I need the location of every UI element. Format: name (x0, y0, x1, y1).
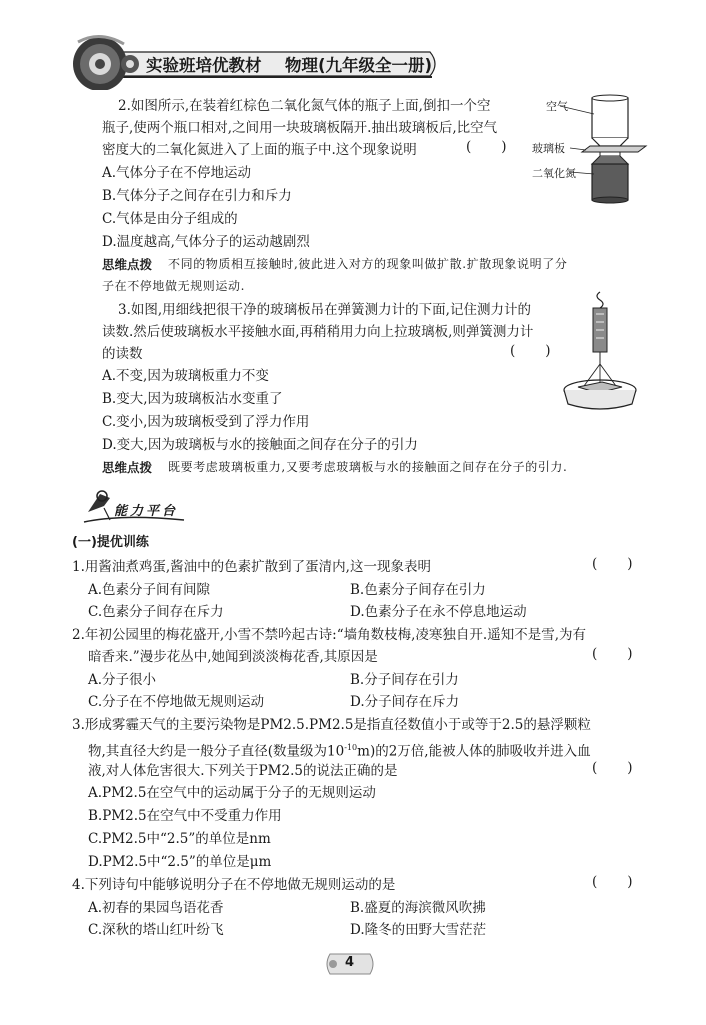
q3-spring-scale-figure (560, 290, 640, 415)
ex4-option-d[interactable]: D.隆冬的田野大雪茫茫 (350, 922, 487, 938)
ex3-answer-paren[interactable]: ( ) (592, 760, 633, 776)
header-decoration (0, 0, 706, 90)
ex1-line-1: 1.用酱油煮鸡蛋,酱油中的色素扩散到了蛋清内,这一现象表明 (72, 559, 431, 575)
q2-option-c[interactable]: C.气体是由分子组成的 (102, 211, 238, 227)
ex2-option-d[interactable]: D.分子间存在斥力 (350, 694, 460, 710)
page-header (0, 0, 706, 90)
ex4-line-1: 4.下列诗句中能够说明分子在不停地做无规则运动的是 (72, 877, 396, 893)
q3-option-c[interactable]: C.变小,因为玻璃板受到了浮力作用 (102, 414, 310, 430)
ex3-exponent: -10 (344, 743, 358, 752)
ex2-answer-paren[interactable]: ( ) (592, 646, 633, 662)
q2-tip-label: 思维点拨 (102, 257, 153, 272)
q3-option-a[interactable]: A.不变,因为玻璃板重力不变 (102, 368, 269, 384)
ex3-line-3: 液,对人体危害很大.下列关于PM2.5的说法正确的是 (88, 763, 398, 779)
q3-line-3: 的读数 (102, 346, 143, 362)
ex3-option-d[interactable]: D.PM2.5中“2.5”的单位是μm (88, 854, 272, 870)
q2-option-a[interactable]: A.气体分子在不停地运动 (102, 165, 252, 181)
ex3-option-c[interactable]: C.PM2.5中“2.5”的单位是nm (88, 831, 271, 847)
ex3-line-1: 3.形成雾霾天气的主要污染物是PM2.5.PM2.5是指直径数值小于或等于2.5的悬浮颗粒 (72, 717, 591, 733)
subsection-title: (一)提优训练 (72, 535, 149, 550)
ex3-line-2 (88, 737, 591, 763)
ex1-option-d[interactable]: D.色素分子在永不停息地运动 (350, 604, 527, 620)
section-banner-title: 能力平台 (114, 504, 179, 519)
ex2-line-2: 暗香来.”漫步花丛中,她闻到淡淡梅花香,其原因是 (88, 649, 378, 665)
ex1-option-a[interactable]: A.色素分子间有间隙 (88, 582, 211, 598)
ex1-option-b[interactable]: B.色素分子间存在引力 (350, 582, 486, 598)
q3-tip-label: 思维点拨 (102, 460, 153, 475)
ex4-option-c[interactable]: C.深秋的塔山红叶纷飞 (88, 922, 224, 938)
q3-option-d[interactable]: D.变大,因为玻璃板与水的接触面之间存在分子的引力 (102, 437, 418, 453)
ex2-option-a[interactable]: A.分子很小 (88, 672, 157, 688)
ex1-option-c[interactable]: C.色素分子间存在斥力 (88, 604, 224, 620)
q3-answer-paren[interactable]: ( ) (510, 343, 551, 359)
q2-option-d[interactable]: D.温度越高,气体分子的运动越剧烈 (102, 234, 310, 250)
ex2-option-c[interactable]: C.分子在不停地做无规则运动 (88, 694, 265, 710)
q2-line-1: 2.如图所示,在装着红棕色二氧化氮气体的瓶子上面,倒扣一个空 (118, 98, 491, 114)
q2-line-3: 密度大的二氧化氮进入了上面的瓶子中.这个现象说明 (102, 142, 417, 158)
q3-tip-line-1: 既要考虑玻璃板重力,又要考虑玻璃板与水的接触面之间存在分子的引力. (168, 460, 568, 474)
fig-label-air: 空气 (546, 100, 568, 113)
ex2-line-1: 2.年初公园里的梅花盛开,小雪不禁吟起古诗:“墙角数枝梅,凌寒独自开.遥知不是雪,为有 (72, 627, 586, 643)
subject-title: 物理(九年级全一册) (285, 56, 433, 75)
ex3-line-2-start: 物,其直径大约是一般分子直径(数量级为10 (88, 743, 345, 760)
ex4-option-b[interactable]: B.盛夏的海滨微风吹拂 (350, 900, 486, 916)
ex4-answer-paren[interactable]: ( ) (592, 874, 633, 890)
page-number: 4 (345, 955, 355, 970)
ex3-option-b[interactable]: B.PM2.5在空气中不受重力作用 (88, 808, 282, 824)
q3-option-b[interactable]: B.变大,因为玻璃板沾水变重了 (102, 391, 283, 407)
ex1-answer-paren[interactable]: ( ) (592, 556, 633, 572)
fig-label-glass: 玻璃板 (532, 142, 565, 155)
book-title: 实验班培优教材 (146, 56, 262, 75)
ex4-option-a[interactable]: A.初春的果园鸟语花香 (88, 900, 224, 916)
fig-label-no2: 二氧化氮 (532, 167, 576, 180)
ex3-line-2-end: m)的2万倍,能被人体的肺吸收并进入血 (357, 743, 591, 760)
q2-option-b[interactable]: B.气体分子之间存在引力和斥力 (102, 188, 292, 204)
q2-tip-line-1: 不同的物质相互接触时,彼此进入对方的现象叫做扩散.扩散现象说明了分 (168, 257, 568, 271)
q2-line-2: 瓶子,使两个瓶口相对,之间用一块玻璃板隔开.抽出玻璃板后,比空气 (102, 120, 498, 136)
q2-tip-line-2: 子在不停地做无规则运动. (102, 279, 246, 293)
q3-line-1: 3.如图,用细线把很干净的玻璃板吊在弹簧测力计的下面,记住测力计的 (118, 302, 531, 318)
q2-answer-paren[interactable]: ( ) (466, 139, 507, 155)
ex2-option-b[interactable]: B.分子间存在引力 (350, 672, 459, 688)
ex3-option-a[interactable]: A.PM2.5在空气中的运动属于分子的无规则运动 (88, 785, 376, 801)
q3-line-2: 读数.然后使玻璃板水平接触水面,再稍稍用力向上拉玻璃板,则弹簧测力计 (102, 324, 534, 340)
